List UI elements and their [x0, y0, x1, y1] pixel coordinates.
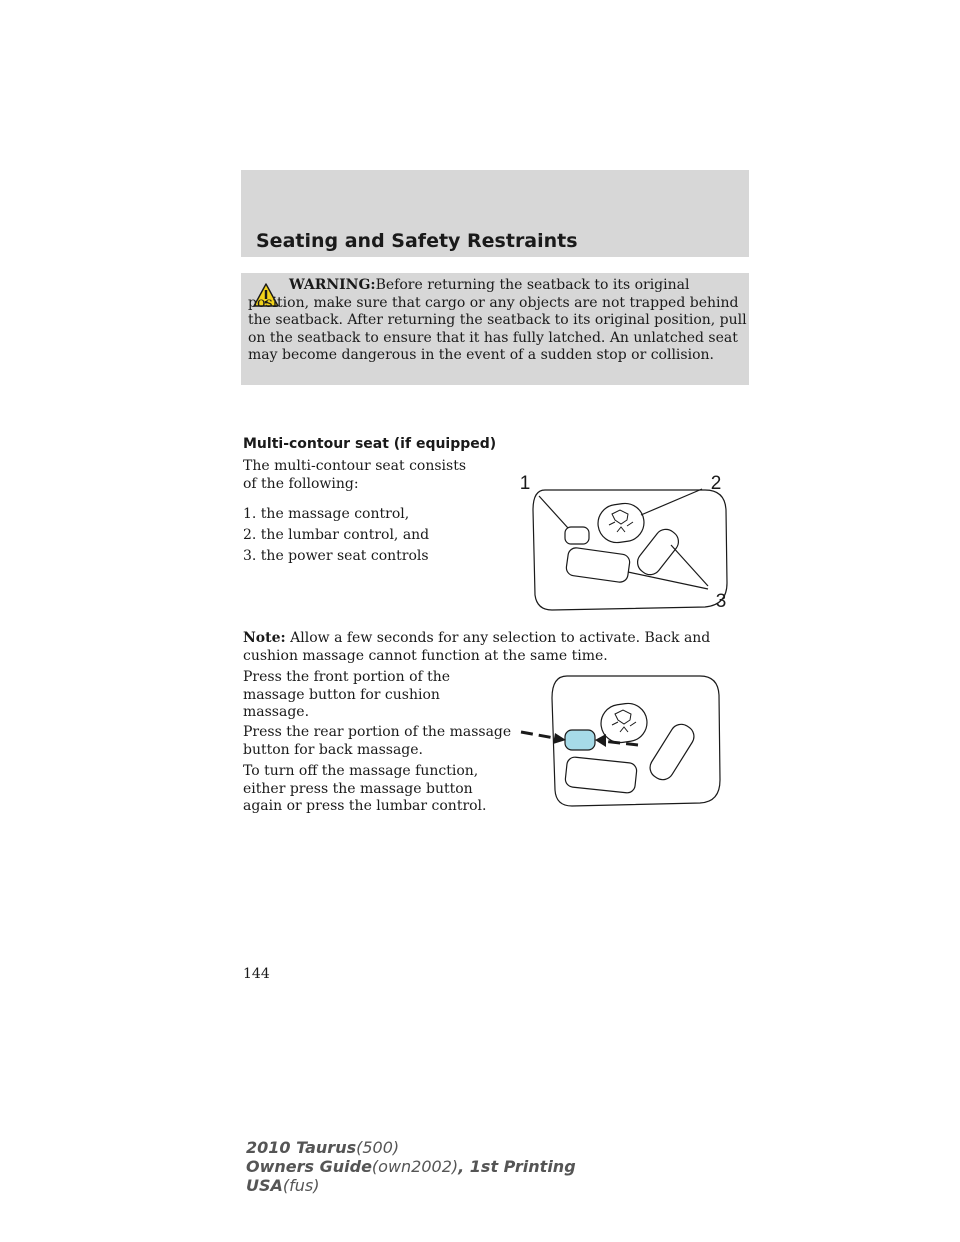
footer-printing: , 1st Printing [458, 1157, 576, 1176]
seat-controls-diagram [505, 466, 745, 616]
footer-model-code: (500) [356, 1138, 400, 1157]
list-item-3: 3. the power seat controls [243, 548, 429, 564]
warning-body: Before returning the seatback to its original position, make sure that cargo or any objects are not trapped behind the seatback. After returning the seatback to its original position, pull on the seatback to ensure that it has fully latched. An unlatched seat may become dangerous in the event of a sudden stop or collision. [248, 277, 747, 363]
warning-text [248, 277, 748, 365]
massage-button-icon [565, 527, 589, 544]
footer-region: USA [246, 1176, 283, 1195]
list-item-1: 1. the massage control, [243, 506, 410, 522]
note-paragraph [243, 630, 743, 665]
footer-guide: Owners Guide [246, 1157, 372, 1176]
cushion-switch-icon-2 [565, 756, 638, 793]
highlighted-massage-button-icon [565, 730, 595, 750]
page-number: 144 [243, 966, 270, 982]
intro-paragraph: The multi-contour seat consists of the following: [243, 458, 467, 492]
callout-2: 2 [710, 473, 722, 494]
callout-1: 1 [519, 473, 531, 494]
massage-button-diagram [515, 670, 730, 810]
note-label: Note: [243, 630, 286, 646]
warning-label: WARNING: [289, 277, 376, 293]
footer-region-code: (fus) [282, 1176, 320, 1195]
warning-box [241, 273, 749, 385]
footer-model: 2010 Taurus [246, 1138, 357, 1157]
list-item-2: 2. the lumbar control, and [243, 527, 430, 543]
page-title: Seating and Safety Restraints [256, 230, 578, 252]
footer [246, 1138, 576, 1195]
section-heading: Multi-contour seat (if equipped) [243, 436, 497, 452]
paragraph-front: Press the front portion of the massage button for cushion massage. [243, 669, 451, 720]
paragraph-rear: Press the rear portion of the massage button for back massage. [243, 724, 512, 758]
paragraph-off: To turn off the massage function, either press the massage button again or press the lumbar control. [243, 763, 487, 814]
callout-3: 3 [715, 591, 727, 612]
note-text: Allow a few seconds for any selection to activate. Back and cushion massage cannot function at the same time. [243, 630, 711, 664]
footer-guide-code: (own2002) [371, 1157, 459, 1176]
